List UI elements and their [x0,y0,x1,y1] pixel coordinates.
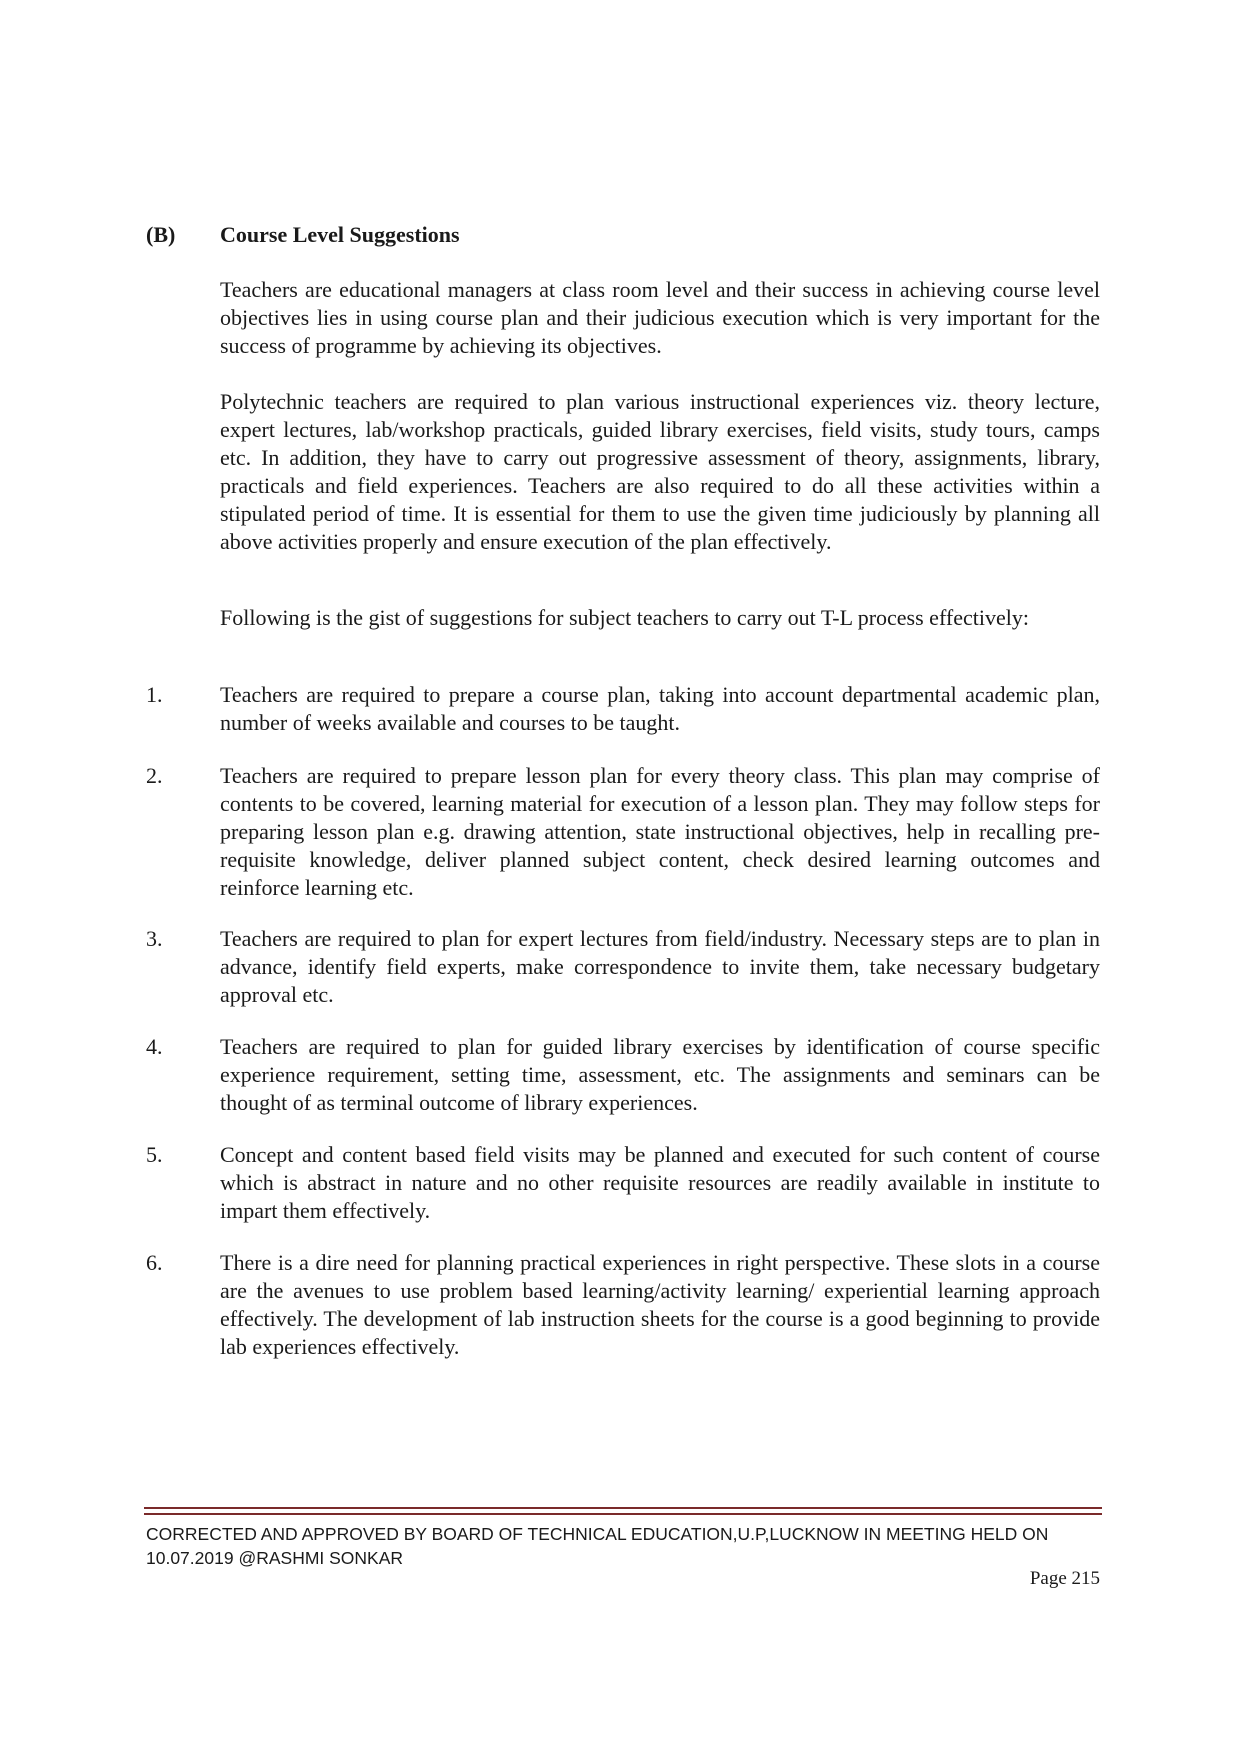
list-item-number: 2. [146,763,163,788]
list-item-text: Teachers are required to prepare a course plan, taking into account departmental academic plan, number of weeks available and courses to be taught. [220,682,1100,735]
list-item-text: Concept and content based field visits may be planned and executed for such content of course which is abstract in nature and no other requisite resources are readily available in institute to impart them effectively. [220,1142,1100,1223]
section-title: Course Level Suggestions [220,222,460,247]
list-item-number: 3. [146,926,163,951]
intro-paragraph-3: Following is the gist of suggestions for subject teachers to carry out T-L process effectively: [220,605,1029,630]
list-item-text: Teachers are required to plan for expert lectures from field/industry. Necessary steps are to plan in advance, identify field experts, make correspondence to invite them, take necessary budgetary approval etc. [220,926,1100,1007]
list-item-number: 5. [146,1142,163,1167]
list-item-number: 6. [146,1250,163,1275]
intro-paragraph-2: Polytechnic teachers are required to plan various instructional experiences viz. theory lecture, expert lectures, lab/workshop practicals, guided library exercises, field visits, study tours, camps etc. In addition, they have to carry out progressive assessment of theory, assignments, library, practicals and field experiences. Teachers are also required to do all these activities within a stipulated period of time. It is essential for them to use the given time judiciously by planning all above activities properly and ensure execution of the plan effectively. [220,389,1100,554]
footer-approval-note [146,1522,1100,1570]
list-item-text: Teachers are required to prepare lesson plan for every theory class. This plan may comprise of contents to be covered, learning material for execution of a lesson plan. They may follow steps for preparing lesson plan e.g. drawing attention, state instructional objectives, help in recalling pre-requisite knowledge, deliver planned subject content, check desired learning outcomes and reinforce learning etc. [220,763,1100,900]
footer-divider [144,1507,1102,1515]
footer-line-1: CORRECTED AND APPROVED BY BOARD OF TECHNICAL EDUCATION,U.P,LUCKNOW IN MEETING HELD ON [146,1524,1049,1544]
list-item-number: 4. [146,1034,163,1059]
list-item-number: 1. [146,682,163,707]
intro-paragraph-1: Teachers are educational managers at class room level and their success in achieving course level objectives lies in using course plan and their judicious execution which is very important for the success of programme by achieving its objectives. [220,277,1100,358]
list-item-text: Teachers are required to plan for guided library exercises by identification of course specific experience requirement, setting time, assessment, etc. The assignments and seminars can be thought of as terminal outcome of library experiences. [220,1034,1100,1115]
footer-line-2: 10.07.2019 @RASHMI SONKAR [146,1548,404,1568]
page-number: Page 215 [1029,1568,1100,1589]
section-marker: (B) [146,222,176,247]
list-item-text: There is a dire need for planning practical experiences in right perspective. These slots in a course are the avenues to use problem based learning/activity learning/ experiential learning approach effectively. The development of lab instruction sheets for the course is a good beginning to provide lab experiences effectively. [220,1250,1100,1359]
